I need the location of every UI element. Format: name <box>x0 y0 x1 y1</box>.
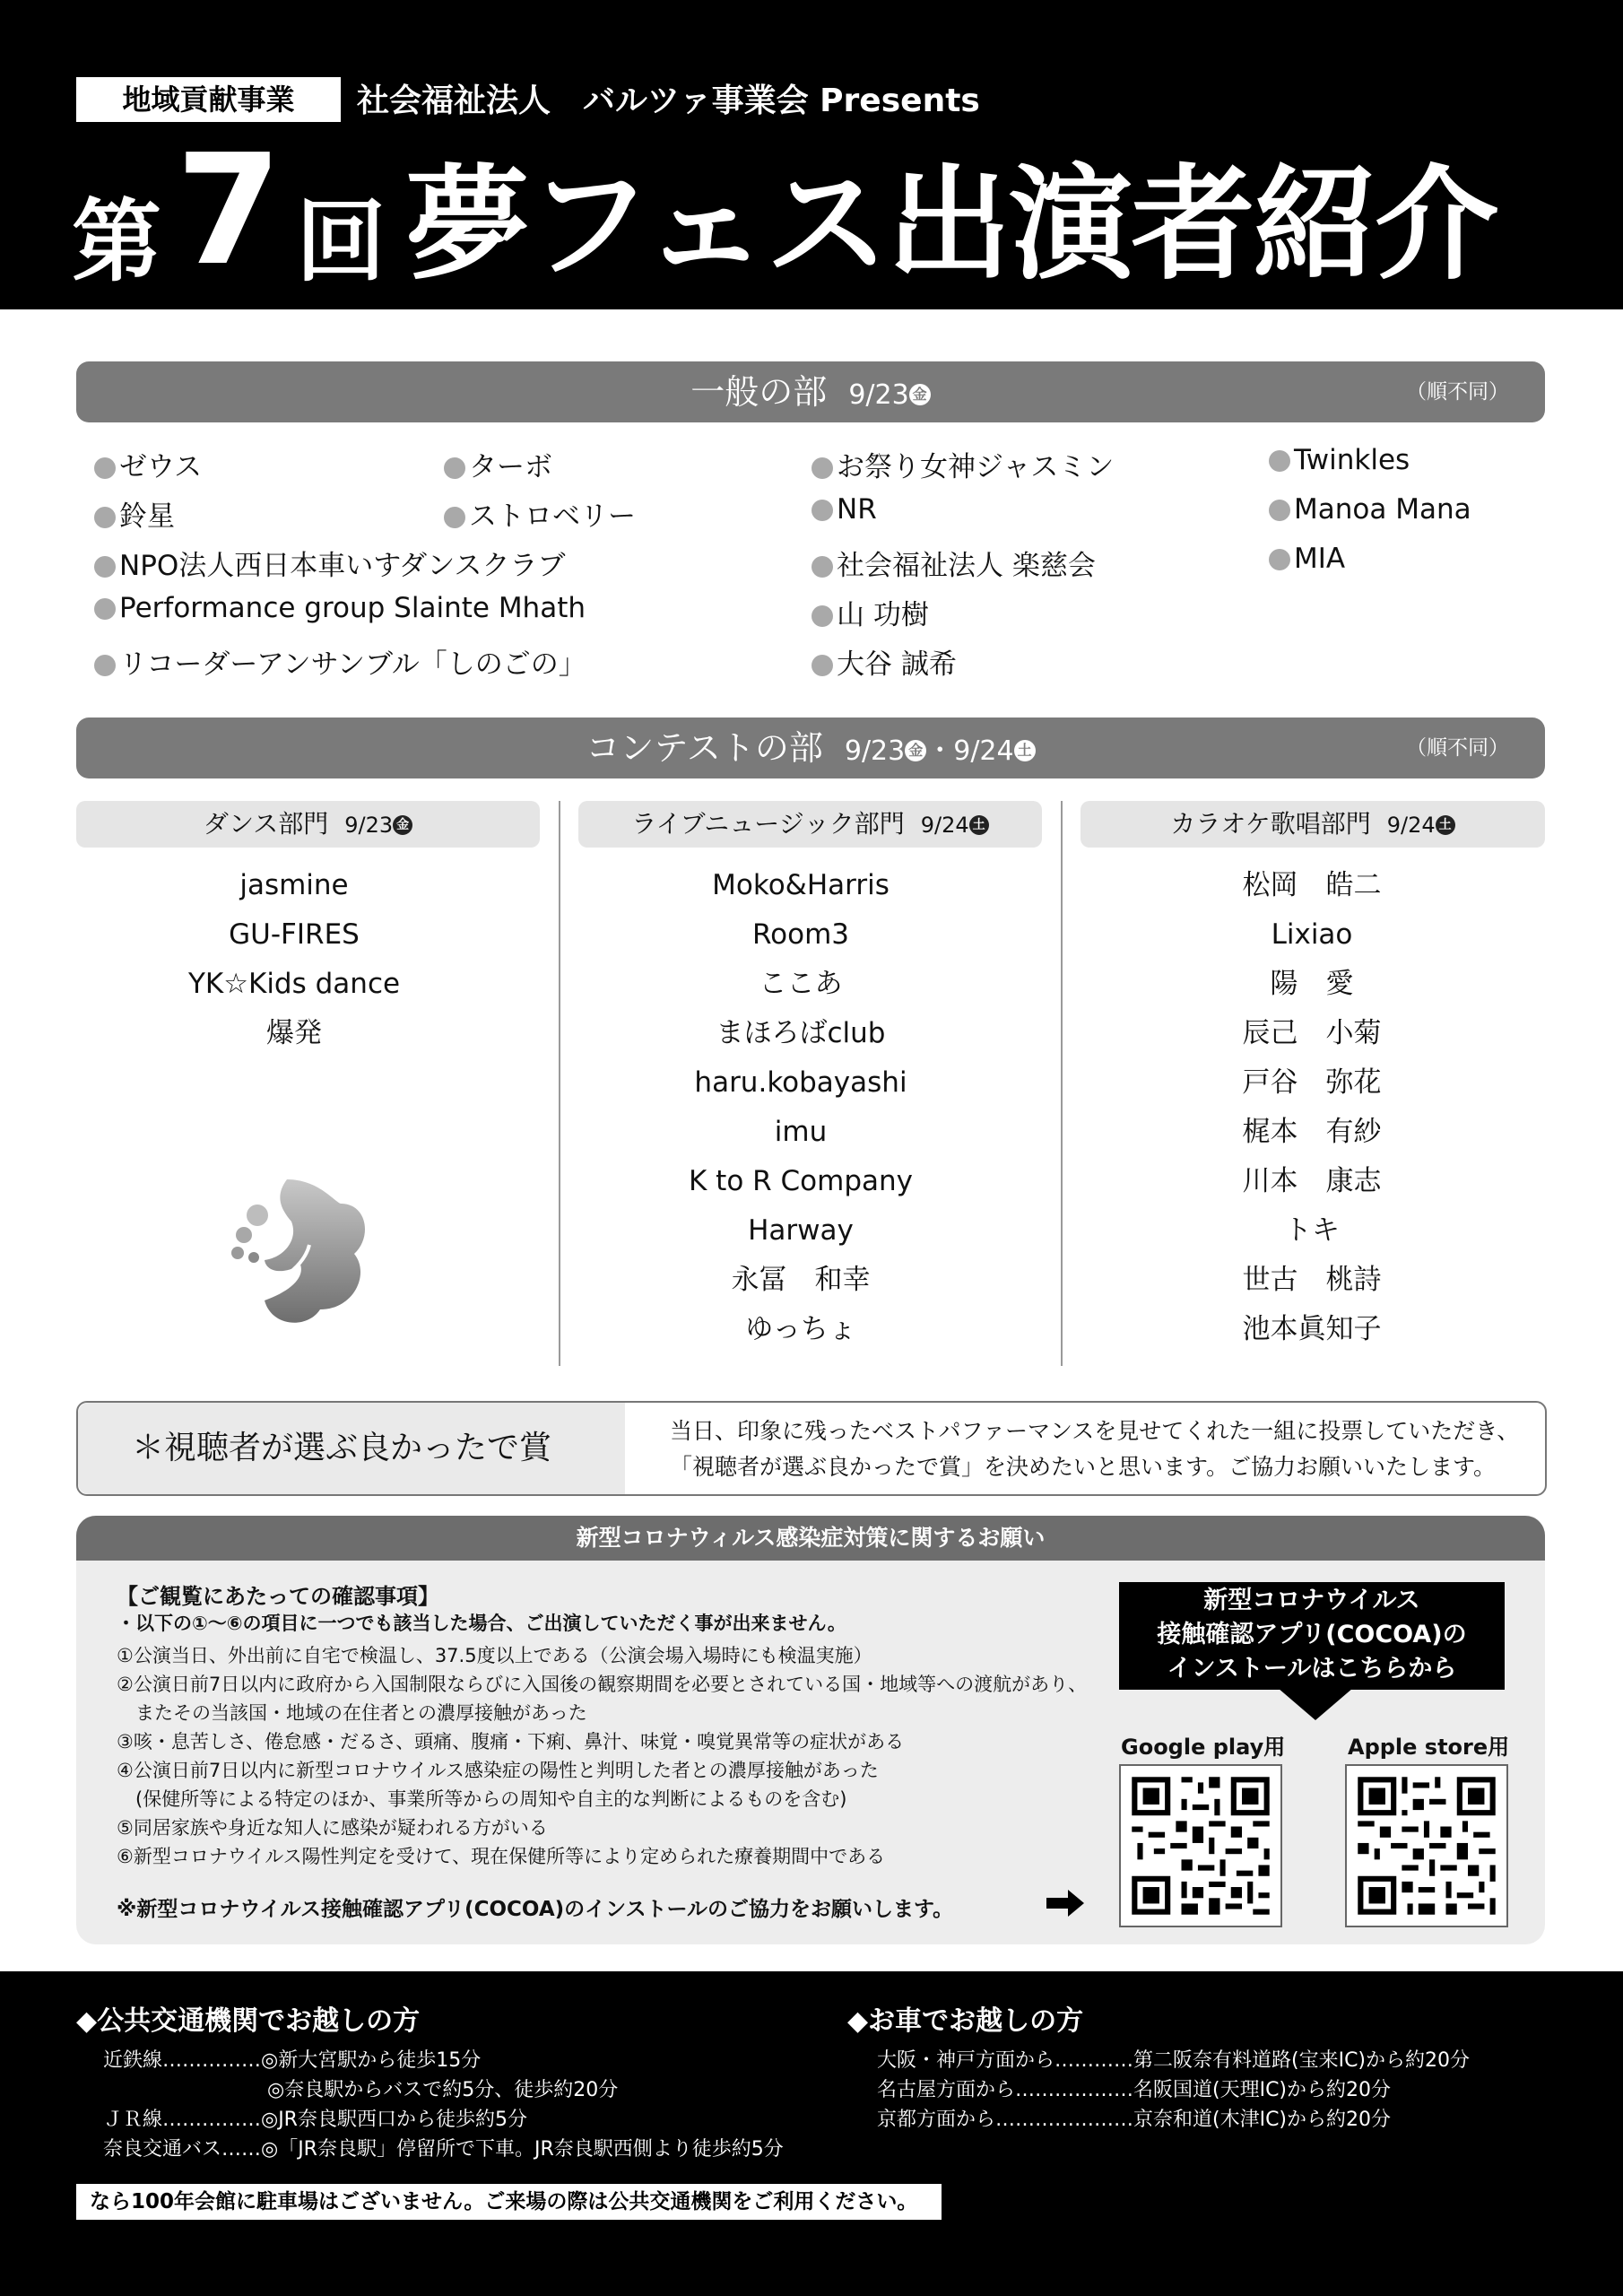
bullet-icon <box>94 507 116 528</box>
award-line: 「視聴者が選ぶ良かったで賞」を決めたいと思います。ご協力お願いいたします。 <box>670 1454 1497 1480</box>
list-item: まほろばclub <box>716 1017 886 1049</box>
date-separator: ・ <box>926 735 954 767</box>
list-item: 山 功樹 <box>812 592 929 632</box>
list-item: Harway <box>748 1214 854 1247</box>
contest-section-heading <box>76 718 1545 782</box>
category-date: 9/24 <box>920 813 969 838</box>
checklist-item: ④公演日前7日以内に新型コロナウイルス感染症の陽性と判明した者との濃厚接触があった <box>117 1760 879 1781</box>
list-item: haru.kobayashi <box>694 1066 907 1099</box>
contest-date-1: 9/23 <box>844 735 906 767</box>
list-item: ゆっちょ <box>745 1313 856 1345</box>
bullet-icon <box>94 598 116 620</box>
bullet-icon <box>94 655 116 676</box>
list-item: MIA <box>1269 543 1345 575</box>
music-entry-list <box>599 861 1002 1354</box>
weekday-badge: 土 <box>1014 740 1036 761</box>
general-title: 一般の部 <box>690 372 828 412</box>
bullet-icon <box>444 507 465 528</box>
list-item: 松岡 皓二 <box>1242 869 1382 901</box>
bullet-icon <box>1269 500 1290 521</box>
car-access-line: 大阪・神戸方面から…………第二阪奈有料道路(宝来IC)から約20分 <box>877 2049 1471 2072</box>
public-transport-line: ＪＲ線……………◎JR奈良駅西口から徒歩約5分 <box>103 2109 527 2131</box>
title-prefix: 第 <box>72 189 161 294</box>
list-item: 永冨 和幸 <box>731 1264 871 1296</box>
cocoa-banner-line: インストールはこちらから <box>1167 1655 1457 1683</box>
contest-title: コンテストの部 <box>586 728 823 768</box>
arrow-right-icon <box>1046 1890 1084 1917</box>
dance-category-header <box>76 801 540 848</box>
public-transport-heading: ◆公共交通機関でお越しの方 <box>76 2005 421 2037</box>
list-item: ここあ <box>759 968 843 1000</box>
covid-notice-panel <box>76 1516 1545 1944</box>
list-item: 世古 桃詩 <box>1242 1264 1382 1296</box>
bullet-icon <box>812 556 833 578</box>
list-item: ゼウス <box>94 444 202 484</box>
bullet-icon <box>94 556 116 578</box>
karaoke-category-header <box>1081 801 1545 848</box>
title-number: 7 <box>176 122 282 300</box>
list-item: NR <box>812 493 877 526</box>
list-item: Moko&Harris <box>712 869 890 901</box>
contest-order-note: （順不同） <box>1406 736 1509 760</box>
bullet-icon <box>444 457 465 479</box>
bullet-icon <box>812 500 833 521</box>
checklist-item: ③咳・息苦しさ、倦怠感・だるさ、頭痛、腹痛・下痢、鼻汁、味覚・嗅覚異常等の症状がある <box>117 1731 905 1752</box>
bullet-icon <box>1269 450 1290 472</box>
list-item: 爆発 <box>266 1017 322 1049</box>
weekday-badge: 金 <box>393 815 412 835</box>
parking-notice: なら100年会館に駐車場はございません。ご来場の際は公共交通機関をご利用ください。 <box>76 2184 942 2220</box>
google-play-label: Google play用 <box>1121 1735 1286 1760</box>
checklist-item: (保健所等による特定のほか、事業所等からの周知や自主的な判断によるものを含む) <box>117 1788 847 1810</box>
title-main: 夢フェス出演者紹介 <box>405 152 1497 297</box>
checklist-item: ①公演当日、外出前に自宅で検温し、37.5度以上である（公演会場入場時にも検温実施） <box>117 1645 872 1666</box>
list-item: imu <box>774 1116 828 1148</box>
viewer-award-box <box>76 1401 1547 1496</box>
page-title <box>72 122 1578 300</box>
general-section-heading <box>76 361 1545 426</box>
list-item: 辰己 小菊 <box>1242 1017 1382 1049</box>
category-title: カラオケ歌唱部門 <box>1170 809 1371 839</box>
music-category-header <box>578 801 1042 848</box>
list-item: Twinkles <box>1269 444 1410 476</box>
bullet-icon <box>1269 549 1290 570</box>
checklist-item: ②公演日前7日以内に政府から入国制限ならびに入国後の観察期間を必要とされている国・地域等への渡航があり、 <box>117 1674 1088 1695</box>
category-date: 9/24 <box>1386 813 1436 838</box>
category-title: ライブニュージック部門 <box>631 809 905 839</box>
award-description <box>670 1413 1531 1485</box>
list-item: GU-FIRES <box>229 918 360 951</box>
weekday-badge: 土 <box>969 815 989 835</box>
general-date: 9/23 <box>848 379 909 411</box>
list-item: Performance group Slainte Mhath <box>94 592 586 624</box>
google-play-qr-code[interactable] <box>1119 1764 1282 1927</box>
public-transport-line: ◎奈良駅からバスで約5分、徒歩約20分 <box>267 2079 619 2101</box>
public-transport-line: 近鉄線……………◎新大宮駅から徒歩15分 <box>103 2049 482 2072</box>
list-item: 戸谷 弥花 <box>1242 1066 1382 1099</box>
list-item: 社会福祉法人 楽慈会 <box>812 543 1096 583</box>
header-banner <box>0 0 1623 309</box>
cocoa-request-note: ※新型コロナウイルス接触確認アプリ(COCOA)のインストールのご協力をお願いします。 <box>117 1898 954 1921</box>
checklist-item: ⑤同居家族や身近な知人に感染が疑われる方がいる <box>117 1817 548 1839</box>
apple-store-label: Apple store用 <box>1348 1735 1510 1760</box>
bullet-icon <box>812 457 833 479</box>
list-item: NPO法人西日本車いすダンスクラブ <box>94 543 566 583</box>
list-item: 陽 愛 <box>1270 968 1354 1000</box>
apple-store-qr-code[interactable] <box>1345 1764 1508 1927</box>
contest-section-bar <box>76 718 1545 778</box>
bullet-icon <box>94 457 116 479</box>
checklist-subheading: ・以下の①～⑥の項目に一つでも該当した場合、ご出演していただく事が出来ません。 <box>117 1613 846 1634</box>
list-item: YK☆Kids dance <box>187 968 401 1000</box>
general-order-note: （順不同） <box>1406 380 1509 404</box>
category-date: 9/23 <box>344 813 394 838</box>
weekday-badge: 金 <box>909 384 931 405</box>
karaoke-entry-list <box>1110 861 1514 1354</box>
weekday-badge: 土 <box>1436 815 1455 835</box>
checklist-item: ⑥新型コロナウイルス陽性判定を受けて、現在保健所等により定められた療養期間中である <box>117 1846 886 1867</box>
public-transport-line: 奈良交通バス……◎「JR奈良駅」停留所で下車。JR奈良駅西側より徒歩約5分 <box>103 2138 784 2161</box>
project-tag: 地域貢献事業 <box>76 77 341 122</box>
list-item: 梶本 有紗 <box>1242 1116 1382 1148</box>
cocoa-banner-line: 新型コロナウイルス <box>1203 1587 1420 1614</box>
list-item: jasmine <box>239 869 349 901</box>
weekday-badge: 金 <box>905 740 926 761</box>
list-item: リコーダーアンサンブル「しのごの」 <box>94 641 586 682</box>
list-item: 池本眞知子 <box>1242 1313 1382 1345</box>
down-arrow-icon <box>1278 1688 1353 1720</box>
access-info-section <box>0 1971 1623 2296</box>
list-item: トキ <box>1284 1214 1340 1247</box>
list-item: Lixiao <box>1271 918 1353 951</box>
cocoa-banner-line: 接触確認アプリ(COCOA)の <box>1157 1621 1467 1648</box>
car-access-line: 名古屋方面から………………名阪国道(天理IC)から約20分 <box>877 2079 1392 2101</box>
list-item: 大谷 誠希 <box>812 641 957 682</box>
list-item: ターボ <box>444 444 552 484</box>
organizer-text: 社会福祉法人 バルツァ事業会 Presents <box>357 83 980 119</box>
award-title: ＊視聴者が選ぶ良かったで賞 <box>78 1403 625 1494</box>
festival-logo-icon <box>220 1175 381 1336</box>
category-title: ダンス部門 <box>203 809 329 839</box>
list-item: ストロベリー <box>444 493 636 534</box>
list-item: 川本 康志 <box>1242 1165 1382 1197</box>
contest-date-2: 9/24 <box>953 735 1014 767</box>
dance-entry-list <box>92 861 496 1058</box>
column-divider <box>559 801 560 1366</box>
list-item: K to R Company <box>688 1165 914 1197</box>
bullet-icon <box>812 655 833 676</box>
car-access-line: 京都方面から…………………京奈和道(木津IC)から約20分 <box>877 2109 1392 2131</box>
checklist-heading: 【ご観覧にあたっての確認事項】 <box>117 1584 439 1609</box>
title-suffix: 回 <box>296 189 386 294</box>
list-item: Room3 <box>751 918 849 951</box>
checklist-item: またその当該国・地域の在住者との濃厚接触があった <box>117 1702 587 1724</box>
column-divider <box>1061 801 1063 1366</box>
bullet-icon <box>812 605 833 627</box>
award-line: 当日、印象に残ったベストパファーマンスを見せてくれた一組に投票していただき、 <box>670 1418 1520 1444</box>
list-item: Manoa Mana <box>1269 493 1471 526</box>
list-item: 鈴星 <box>94 493 175 534</box>
covid-notice-title: 新型コロナウィルス感染症対策に関するお願い <box>76 1516 1545 1561</box>
list-item: お祭り女神ジャスミン <box>812 444 1114 484</box>
car-access-heading: ◆お車でお越しの方 <box>847 2005 1084 2037</box>
cocoa-install-banner <box>1119 1582 1505 1690</box>
general-section-bar <box>76 361 1545 422</box>
